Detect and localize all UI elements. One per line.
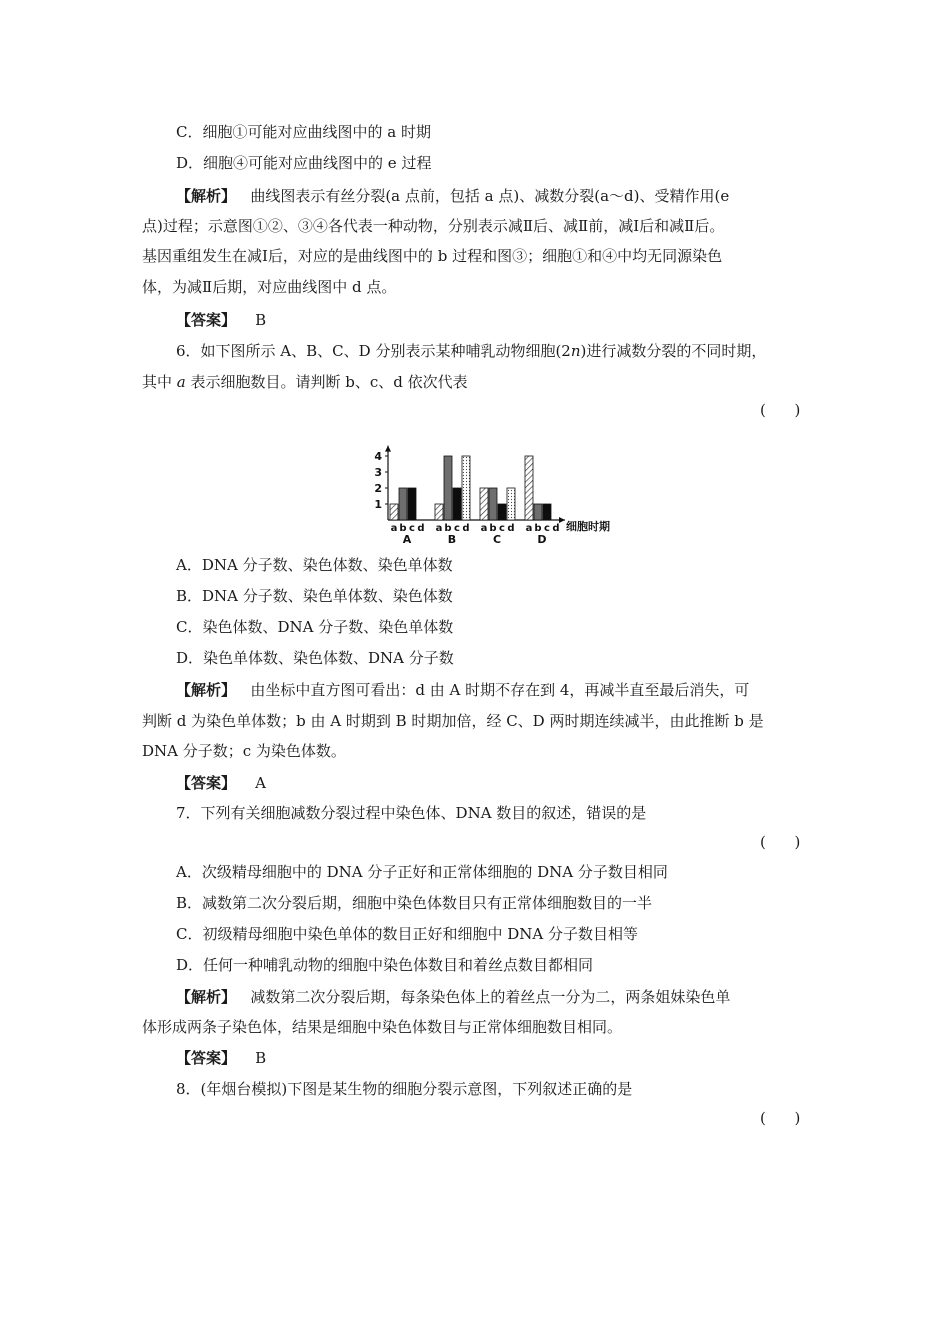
answer-tag: 【答案】: [176, 1049, 237, 1067]
bar: [498, 504, 506, 520]
y-tick-label: 4: [374, 450, 382, 463]
q5-answer-line: [176, 310, 266, 330]
bar-sub-label: b: [444, 523, 452, 534]
bar-sub-label: a: [390, 523, 398, 534]
y-tick-label: 1: [374, 498, 382, 511]
q7-option-b: B．减数第二次分裂后期，细胞中染色体数目只有正常体细胞数目的一半: [176, 894, 653, 912]
q6-stem-line-1: [176, 341, 766, 361]
bar-sub-label: b: [534, 523, 542, 534]
bar-sub-label: c: [409, 523, 415, 534]
bar-sub-label: c: [454, 523, 460, 534]
q5-analysis-line-1: [176, 186, 729, 206]
q7-analysis-text-1: 减数第二次分裂后期，每条染色体上的着丝点一分为二，两条姐妹染色单: [250, 988, 731, 1006]
q5-analysis-text-1: 曲线图表示有丝分裂(a 点前，包括 a 点)、减数分裂(a～d)、受精作用(e: [250, 187, 730, 205]
q5-option-d: D．细胞④可能对应曲线图中的 e 过程: [176, 154, 432, 172]
bar-sub-label: d: [552, 523, 560, 534]
bar: [399, 488, 407, 520]
q5-analysis-line-3: 基因重组发生在减Ⅰ后，对应的是曲线图中的 b 过程和图③；细胞①和④中均无同源染色: [142, 247, 723, 265]
bar-sub-label: c: [544, 523, 550, 534]
q5-analysis-line-4: 体，为减Ⅱ后期，对应曲线图中 d 点。: [142, 278, 397, 296]
x-axis-label: 细胞时期: [566, 520, 610, 533]
analysis-tag: 【解析】: [176, 988, 237, 1006]
q6-bar-chart: [360, 432, 630, 547]
q7-option-d: D．任何一种哺乳动物的细胞中染色体数目和着丝点数目都相同: [176, 956, 594, 974]
q7-option-a: A．次级精母细胞中的 DNA 分子正好和正常体细胞的 DNA 分子数目相同: [176, 863, 668, 881]
q6-stem-part-3: 其中: [142, 373, 177, 391]
q6-stem-var-a: a: [176, 373, 186, 391]
bar-sub-label: b: [489, 523, 497, 534]
bar-sub-label: c: [499, 523, 505, 534]
q7-answer: B: [255, 1049, 267, 1067]
q6-analysis-line-1: [176, 680, 749, 700]
q7-answer-line: [176, 1048, 266, 1068]
q8-answer-paren: ( ): [760, 1109, 801, 1127]
x-axis-arrow: [559, 517, 565, 523]
bar: [534, 504, 542, 520]
q5-option-c: C．细胞①可能对应曲线图中的 a 时期: [176, 123, 431, 141]
bar: [543, 504, 551, 520]
q6-option-c: C．染色体数、DNA 分子数、染色单体数: [176, 618, 454, 636]
q6-answer: A: [255, 774, 266, 792]
answer-tag: 【答案】: [176, 774, 237, 792]
bar-sub-label: a: [480, 523, 488, 534]
y-tick-label: 2: [374, 482, 382, 495]
category-label: D: [537, 533, 547, 546]
bar: [525, 456, 533, 520]
q7-analysis-line-1: [176, 987, 730, 1007]
bar-sub-label: d: [417, 523, 425, 534]
q6-answer-line: [176, 773, 266, 793]
category-label: C: [492, 533, 502, 546]
q6-answer-paren: ( ): [760, 401, 801, 419]
q5-answer: B: [255, 311, 267, 329]
q7-option-c: C．初级精母细胞中染色单体的数目正好和细胞中 DNA 分子数目相等: [176, 925, 638, 943]
q5-analysis-line-2: 点)过程；示意图①②、③④各代表一种动物，分别表示减Ⅱ后、减Ⅱ前，减Ⅰ后和减Ⅱ后。: [142, 217, 725, 235]
q6-stem-part-2: )进行减数分裂的不同时期，: [580, 342, 767, 360]
q6-option-b: B．DNA 分子数、染色单体数、染色体数: [176, 587, 453, 605]
bar: [462, 456, 470, 520]
bar: [408, 488, 416, 520]
bar-sub-label: a: [435, 523, 443, 534]
bar: [390, 504, 398, 520]
bar: [489, 488, 497, 520]
bar: [453, 488, 461, 520]
q6-stem-part-1: 6．如下图所示 A、B、C、D 分别表示某种哺乳动物细胞(2: [176, 342, 571, 360]
q8-stem: 8．(年烟台模拟)下图是某生物的细胞分裂示意图，下列叙述正确的是: [176, 1080, 633, 1098]
bar-sub-label: b: [399, 523, 407, 534]
q6-stem-part-4: 表示细胞数目。请判断 b、c、d 依次代表: [185, 373, 468, 391]
q6-stem-var-n: n: [570, 342, 581, 360]
q7-stem: 7．下列有关细胞减数分裂过程中染色体、DNA 数目的叙述，错误的是: [176, 804, 647, 822]
y-axis-arrow: [385, 446, 391, 452]
bar: [507, 488, 515, 520]
q6-analysis-line-2: 判断 d 为染色单体数；b 由 A 时期到 B 时期加倍，经 C、D 两时期连续减半，由此推断 b 是: [142, 712, 764, 730]
category-label: A: [402, 533, 412, 546]
bar: [480, 488, 488, 520]
bar-sub-label: a: [525, 523, 533, 534]
bar-sub-label: d: [507, 523, 515, 534]
q6-option-d: D．染色单体数、染色体数、DNA 分子数: [176, 649, 454, 667]
q6-option-a: A．DNA 分子数、染色体数、染色单体数: [176, 556, 453, 574]
bar: [435, 504, 443, 520]
chart-bars: [390, 456, 551, 520]
q6-stem-line-2: [142, 372, 468, 392]
y-tick-label: 3: [374, 466, 382, 479]
bar-sub-label: d: [462, 523, 470, 534]
answer-tag: 【答案】: [176, 311, 237, 329]
q6-analysis-text-1: 由坐标中直方图可看出：d 由 A 时期不存在到 4，再减半直至最后消失，可: [250, 681, 750, 699]
analysis-tag: 【解析】: [176, 187, 237, 205]
category-label: B: [447, 533, 457, 546]
bar: [444, 456, 452, 520]
q6-analysis-line-3: DNA 分子数；c 为染色体数。: [142, 742, 346, 760]
analysis-tag: 【解析】: [176, 681, 237, 699]
q7-analysis-line-2: 体形成两条子染色体，结果是细胞中染色体数目与正常体细胞数目相同。: [142, 1018, 623, 1036]
q7-answer-paren: ( ): [760, 833, 801, 851]
